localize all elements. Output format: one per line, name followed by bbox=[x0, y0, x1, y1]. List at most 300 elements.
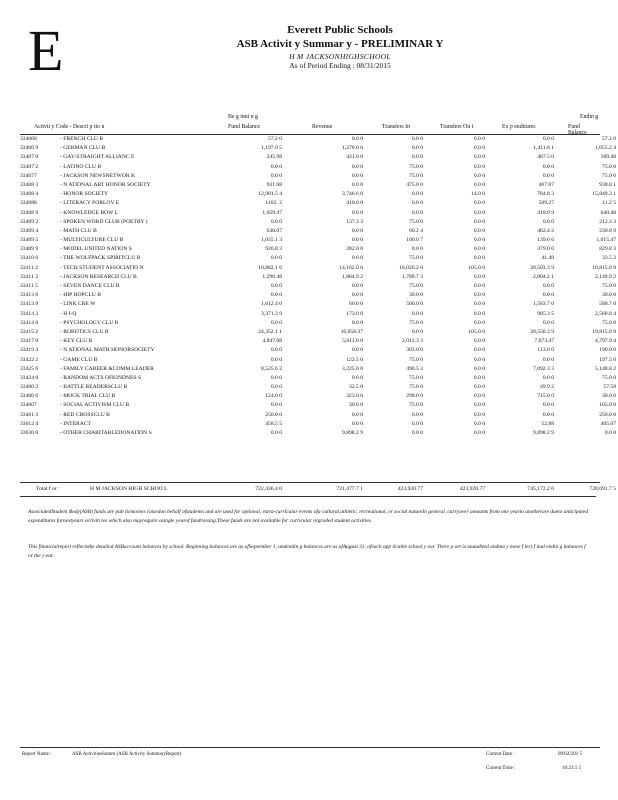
ending-balance: 829.8 3 bbox=[599, 246, 616, 253]
expenditures: 1,411.8 1 bbox=[533, 145, 554, 152]
transfers-out: 0.0 0 bbox=[473, 154, 485, 161]
activity-code: 33414 3 bbox=[20, 310, 39, 317]
transfers-in: 500.0 0 bbox=[406, 301, 423, 308]
col-beginning-2: Fund Balance bbox=[228, 124, 261, 130]
revenue: 323.0 0 bbox=[346, 393, 363, 400]
transfers-in: 75.0 0 bbox=[409, 374, 423, 381]
transfers-out: 0.0 0 bbox=[473, 181, 485, 188]
ending-balance: 105.0 0 bbox=[599, 402, 616, 409]
activity-description: - INTERACT bbox=[60, 420, 91, 427]
activity-description: - HIP HOPCLU B bbox=[60, 292, 101, 299]
transfers-in: 60.2 4 bbox=[409, 227, 423, 234]
activity-code: 334068 bbox=[20, 136, 37, 142]
footer-report-label: Report Name : bbox=[22, 752, 52, 757]
revenue: 14,162.0 0 bbox=[339, 264, 363, 271]
activity-code: 33424 0 bbox=[20, 374, 39, 381]
table-row bbox=[20, 218, 616, 227]
table-row bbox=[20, 310, 616, 319]
transfers-in: 100.0 7 bbox=[406, 237, 423, 244]
transfers-out: 0.0 0 bbox=[473, 163, 485, 170]
transfers-in: 0.0 0 bbox=[411, 191, 423, 198]
beginning-balance: 124.0 0 bbox=[265, 393, 282, 400]
revenue: 431.0 0 bbox=[346, 154, 363, 161]
revenue: 0.0 0 bbox=[351, 209, 363, 216]
activity-code: 33409 2 bbox=[20, 218, 39, 225]
activity-description: - GAME CLU B bbox=[60, 356, 98, 363]
activity-description: - GERMAN CLU B bbox=[60, 145, 106, 152]
activity-code: 33411 5 bbox=[20, 283, 38, 289]
ending-balance: 588.7 0 bbox=[599, 301, 616, 308]
ending-balance: 57.58 bbox=[603, 384, 616, 391]
transfers-out: 0.0 0 bbox=[473, 172, 485, 179]
transfers-out: 0.0 0 bbox=[473, 136, 485, 142]
ending-balance: 10,815.0 9 bbox=[592, 264, 616, 271]
activity-code: 33612 4 bbox=[20, 420, 39, 427]
beginning-balance: 0.0 0 bbox=[270, 384, 282, 391]
beginning-balance: 10,882.1 6 bbox=[258, 264, 282, 271]
transfers-out: 0.0 0 bbox=[473, 393, 485, 400]
transfers-out: 0.0 0 bbox=[473, 246, 485, 253]
ending-balance: 197.5 0 bbox=[599, 356, 616, 363]
total-expenditures: 745,172.2 6 bbox=[527, 486, 554, 492]
revenue: 3,746.6 0 bbox=[342, 191, 363, 198]
activity-code: 334088 bbox=[20, 200, 37, 207]
table-row bbox=[20, 199, 616, 208]
ending-balance: 2,140.9 2 bbox=[595, 273, 616, 280]
total-ending: 728,691.7 5 bbox=[589, 486, 616, 492]
revenue: 0.0 0 bbox=[351, 237, 363, 244]
beginning-balance: 931.68 bbox=[266, 181, 282, 188]
ending-balance: 189.48 bbox=[600, 154, 616, 161]
revenue: 16,058.37 bbox=[340, 328, 363, 335]
transfers-in: 2,013.3 3 bbox=[402, 338, 423, 345]
transfers-out: 0.0 0 bbox=[473, 374, 485, 381]
beginning-balance: 57.2 0 bbox=[268, 136, 282, 142]
footer-rule bbox=[20, 747, 600, 748]
transfers-in: 0.0 0 bbox=[411, 145, 423, 152]
beginning-balance: 1102. 2 bbox=[265, 200, 282, 207]
transfers-in: 0.0 0 bbox=[411, 154, 423, 161]
activity-description: - RANDOM ACTS OFKINDNES S bbox=[60, 374, 142, 381]
table-row bbox=[20, 245, 616, 254]
beginning-balance: 1,197.0 5 bbox=[261, 145, 282, 152]
activity-description: - HONOR SOCIETY bbox=[60, 191, 109, 198]
beginning-balance: 3,371.3 9 bbox=[261, 310, 282, 317]
revenue: 32.5 0 bbox=[349, 384, 363, 391]
transfers-out: 0.0 0 bbox=[473, 283, 485, 289]
ending-balance: 75.0 0 bbox=[602, 283, 616, 289]
col-ending-2: Fund Balance bbox=[568, 124, 587, 136]
ending-balance: 11.2 5 bbox=[602, 200, 616, 207]
ending-balance: 405.67 bbox=[600, 420, 616, 427]
transfers-out: 0.0 0 bbox=[473, 227, 485, 234]
table-row bbox=[20, 365, 616, 374]
activity-description: - KNOWLEDGE BOW L bbox=[60, 209, 119, 216]
table-row bbox=[20, 291, 616, 300]
activity-description: - SOCIAL ACTIVISM CLU B bbox=[60, 402, 130, 409]
expenditures: 0.0 0 bbox=[542, 163, 554, 170]
beginning-balance: 926.8 3 bbox=[265, 246, 282, 253]
expenditures: 0.0 0 bbox=[542, 402, 554, 409]
transfers-out: 0.0 0 bbox=[473, 310, 485, 317]
activity-code: 33460 2 bbox=[20, 384, 39, 391]
revenue: 0.0 0 bbox=[351, 420, 363, 427]
transfers-in: 1,789.7 3 bbox=[402, 273, 423, 280]
expenditures: 715.0 0 bbox=[537, 393, 554, 400]
revenue: 410.0 0 bbox=[346, 200, 363, 207]
revenue: 122.5 0 bbox=[346, 356, 363, 363]
totals-label: Total f or : bbox=[36, 486, 60, 492]
ending-balance: 230.8 9 bbox=[599, 227, 616, 234]
transfers-out: 0.0 0 bbox=[473, 209, 485, 216]
transfers-out: 0.0 0 bbox=[473, 356, 485, 363]
table-row bbox=[20, 337, 616, 346]
activity-description: - TECH STUDENT ASSOCIATIO N bbox=[60, 264, 144, 271]
activity-code: 33415 2 bbox=[20, 328, 39, 335]
col-transfers-out: Transfers Ou t bbox=[440, 124, 474, 130]
table-row bbox=[20, 190, 616, 199]
activity-table bbox=[20, 134, 616, 438]
beginning-balance: 0.0 0 bbox=[270, 163, 282, 170]
revenue: 0.0 0 bbox=[351, 374, 363, 381]
ending-balance: 19,815.0 9 bbox=[592, 328, 616, 335]
beginning-balance: 0.0 0 bbox=[270, 172, 282, 179]
activity-description: - MODEL UNITED NATION S bbox=[60, 246, 132, 253]
totals-divider bbox=[20, 482, 600, 483]
district-name: Everett Public Schools bbox=[287, 24, 393, 36]
activity-description: - SEVEN DANCE CLU B bbox=[60, 283, 120, 289]
activity-code: 33411 3 bbox=[20, 273, 38, 280]
expenditures: 0.0 0 bbox=[542, 136, 554, 142]
revenue: 0.0 0 bbox=[351, 411, 363, 418]
revenue: 0.0 0 bbox=[351, 172, 363, 179]
table-row bbox=[20, 254, 616, 263]
activity-code: 33413 6 bbox=[20, 292, 39, 299]
activity-code: 334607 bbox=[20, 402, 37, 409]
beginning-balance: 0.0 0 bbox=[270, 374, 282, 381]
table-row bbox=[20, 420, 616, 429]
revenue: 173.0 0 bbox=[346, 310, 363, 317]
activity-code: 33407 2 bbox=[20, 163, 39, 170]
table-row bbox=[20, 282, 616, 291]
transfers-out: 0.0 0 bbox=[473, 273, 485, 280]
revenue: 282.0 0 bbox=[346, 246, 363, 253]
table-row bbox=[20, 411, 616, 420]
transfers-out: 0.0 0 bbox=[473, 145, 485, 152]
transfers-in: 75.0 0 bbox=[409, 255, 423, 262]
activity-code: 33407 0 bbox=[20, 154, 39, 161]
expenditures: 0.0 0 bbox=[542, 374, 554, 381]
expenditures: 462.4 2 bbox=[537, 227, 554, 234]
activity-description: - LINK CRE W bbox=[60, 301, 96, 308]
expenditures: 7,092.3 3 bbox=[533, 365, 554, 372]
table-row bbox=[20, 172, 616, 181]
beginning-balance: 0.0 0 bbox=[270, 292, 282, 299]
totals-bottom-rule bbox=[20, 496, 596, 497]
expenditures: 1,583.7 0 bbox=[533, 301, 554, 308]
transfers-in: 0.0 0 bbox=[411, 209, 423, 216]
expenditures: 487.5 0 bbox=[537, 154, 554, 161]
report-header bbox=[190, 24, 490, 70]
ending-balance: 75.0 0 bbox=[602, 172, 616, 179]
table-row bbox=[20, 264, 616, 273]
beginning-balance: 245.98 bbox=[266, 154, 282, 161]
transfers-out: 0.0 0 bbox=[473, 255, 485, 262]
activity-description: - THE WOLFPACK SPIRITCLU B bbox=[60, 255, 141, 262]
table-row bbox=[20, 227, 616, 236]
ending-balance: 30.0 0 bbox=[602, 292, 616, 299]
transfers-out: 0.0 0 bbox=[473, 384, 485, 391]
activity-code: 33419 4 bbox=[20, 347, 39, 354]
table-row bbox=[20, 153, 616, 162]
beginning-balance: 636.07 bbox=[266, 227, 282, 234]
transfers-out: 0.0 0 bbox=[473, 365, 485, 372]
expenditures: 509.27 bbox=[538, 200, 554, 207]
transfers-out: 0.0 0 bbox=[473, 301, 485, 308]
activity-description: - RED CROSSCLU B bbox=[60, 411, 110, 418]
total-transfers-in: 423,920.77 bbox=[397, 486, 423, 492]
revenue: 0.0 0 bbox=[351, 181, 363, 188]
activity-code: 33408 4 bbox=[20, 191, 39, 198]
beginning-balance: 250.0 0 bbox=[265, 411, 282, 418]
report-disclaimer-note: This financialreport reflectsthe detailed ASBaccount balances by school. Beginning balances are as ofSeptember 1, andendin g balances are as ofAugust 31, ofeach app licable school y ear. There p ort is unaudited andma y none f lect f inal endin g balances f or the y ear. bbox=[28, 544, 586, 559]
beginning-balance: 12,901.5 4 bbox=[258, 191, 282, 198]
ending-balance: 75.0 0 bbox=[602, 374, 616, 381]
revenue: 0.0 0 bbox=[351, 136, 363, 142]
asb-funds-note: AssociatedStudent Body(ASB) funds are pub licmonies raisedon behalf ofstudents and are used for optional, extra-curricular events ofa cultural,athletic, recreational, or social natureIn general, carryover amounts from one yearto anotherare dueto anticipated expenditures fornextyears activiti tes which also mayrequire asingle yearof fundraising.These funds are not available for curricular orgraded student activities. bbox=[28, 509, 588, 524]
revenue: 0.0 0 bbox=[351, 163, 363, 170]
beginning-balance: 0.0 0 bbox=[270, 347, 282, 354]
revenue: 0.0 0 bbox=[351, 347, 363, 354]
table-row bbox=[20, 346, 616, 355]
table-row bbox=[20, 374, 616, 383]
expenditures: 0.0 0 bbox=[542, 172, 554, 179]
total-beginning: 722,436.4 0 bbox=[255, 486, 282, 492]
col-activity-code: Activit y Code - Descri p tio n bbox=[34, 124, 105, 130]
revenue: 137.3 3 bbox=[346, 218, 363, 225]
transfers-out: 0.0 0 bbox=[473, 420, 485, 427]
activity-code: 33414 6 bbox=[20, 319, 39, 326]
transfers-out: 0.0 0 bbox=[473, 402, 485, 409]
expenditures: 467.87 bbox=[538, 181, 554, 188]
transfers-out: 105.0 0 bbox=[468, 328, 485, 335]
total-transfers-out: 423,920.77 bbox=[459, 486, 485, 492]
table-row bbox=[20, 163, 616, 172]
activity-description: - SPOKEN WORD CLUB (POETRY ) bbox=[60, 218, 148, 225]
revenue: 9,898.2 9 bbox=[342, 430, 363, 436]
beginning-balance: 0.0 0 bbox=[270, 255, 282, 262]
revenue: 5,611.0 0 bbox=[342, 338, 363, 345]
expenditures: 52.88 bbox=[541, 420, 554, 427]
ending-balance: 640.48 bbox=[600, 209, 616, 216]
expenditures: 784.8 3 bbox=[537, 191, 554, 198]
report-title: ASB Activit y Summar y - PRELIMINAR Y bbox=[236, 37, 444, 50]
expenditures: 0.0 0 bbox=[542, 356, 554, 363]
activity-code: 33422 2 bbox=[20, 356, 39, 363]
table-row bbox=[20, 135, 616, 144]
transfers-out: 0.0 0 bbox=[473, 200, 485, 207]
expenditures: 20,503.3 9 bbox=[530, 264, 554, 271]
expenditures: 139.6 6 bbox=[537, 237, 554, 244]
revenue: 0.0 0 bbox=[351, 319, 363, 326]
activity-code: 33408 9 bbox=[20, 209, 39, 216]
table-row bbox=[20, 328, 616, 337]
transfers-out: 0.0 0 bbox=[473, 218, 485, 225]
activity-description: - FAMILY CAREER &COMM LEADER bbox=[60, 365, 154, 372]
beginning-balance: 0.0 0 bbox=[270, 356, 282, 363]
beginning-balance: 4,847.08 bbox=[262, 338, 282, 345]
transfers-out: 0.0 0 bbox=[473, 319, 485, 326]
expenditures: 0.0 0 bbox=[542, 218, 554, 225]
transfers-out: 105.0 0 bbox=[468, 264, 485, 271]
table-row bbox=[20, 144, 616, 153]
transfers-in: 0.0 0 bbox=[411, 200, 423, 207]
activity-code: 33408 3 bbox=[20, 181, 39, 188]
transfers-out: 0.0 0 bbox=[473, 292, 485, 299]
ending-balance: 212.3 3 bbox=[599, 218, 616, 225]
table-row bbox=[20, 429, 616, 438]
activity-description: - H I-Q bbox=[60, 310, 77, 317]
table-row bbox=[20, 209, 616, 218]
ending-balance: 250.0 0 bbox=[599, 411, 616, 418]
beginning-balance: 0.0 0 bbox=[270, 430, 282, 436]
activity-code: 33406 9 bbox=[20, 145, 39, 152]
activity-code: 33410 6 bbox=[20, 255, 39, 262]
beginning-balance: 1,290.48 bbox=[262, 273, 282, 280]
revenue: 0.0 0 bbox=[351, 227, 363, 234]
beginning-balance: 458.5 5 bbox=[265, 420, 282, 427]
beginning-balance: 8,525.6 2 bbox=[261, 365, 282, 372]
activity-description: - N ATIONAL ART HONOR SOCIETY bbox=[60, 181, 151, 188]
table-row bbox=[20, 356, 616, 365]
ending-balance: 15,849.3 1 bbox=[592, 191, 616, 198]
ending-balance: 75.0 0 bbox=[602, 163, 616, 170]
transfers-out: 0.0 0 bbox=[473, 411, 485, 418]
activity-code: 33409 9 bbox=[20, 246, 39, 253]
transfers-out: 0.0 0 bbox=[473, 237, 485, 244]
transfers-in: 490.5 3 bbox=[406, 365, 423, 372]
transfers-in: 0.0 0 bbox=[411, 310, 423, 317]
activity-description: - MATH CLU B bbox=[60, 227, 97, 234]
activity-code: 33630 0 bbox=[20, 430, 39, 436]
transfers-in: 303.0 0 bbox=[406, 347, 423, 354]
ending-balance: 190.0 0 bbox=[599, 347, 616, 354]
total-revenue: 721,477.7 1 bbox=[336, 486, 363, 492]
footer-time-label: Current Time : bbox=[486, 766, 516, 771]
footer-date-value: 09/02/201 5 bbox=[558, 752, 583, 757]
ending-balance: 2,560.8 4 bbox=[595, 310, 616, 317]
transfers-in: 16,026.2 0 bbox=[399, 264, 423, 271]
revenue: 0.0 0 bbox=[351, 292, 363, 299]
col-ending-1: Endin g bbox=[580, 114, 599, 120]
transfers-in: 75.0 0 bbox=[409, 402, 423, 409]
beginning-balance: 0.0 0 bbox=[270, 319, 282, 326]
expenditures: 0.0 0 bbox=[542, 319, 554, 326]
expenditures: 379.0 0 bbox=[537, 246, 554, 253]
expenditures: 9,898.2 9 bbox=[533, 430, 554, 436]
district-logo-letter: E bbox=[28, 18, 64, 83]
activity-code: 33409 4 bbox=[20, 227, 39, 234]
expenditures: 0.0 0 bbox=[542, 283, 554, 289]
activity-code: 334077 bbox=[20, 172, 37, 179]
revenue: 0.0 0 bbox=[351, 255, 363, 262]
expenditures: 7,673.47 bbox=[534, 338, 554, 345]
footer-time-value: 16:23:1 5 bbox=[562, 766, 582, 771]
table-row bbox=[20, 319, 616, 328]
table-row bbox=[20, 300, 616, 309]
ending-balance: 0.0 0 bbox=[604, 430, 616, 436]
ending-balance: 57.2 0 bbox=[602, 136, 616, 142]
revenue: 1,864.9 2 bbox=[342, 273, 363, 280]
ending-balance: 5,148.8 2 bbox=[595, 365, 616, 372]
transfers-in: 0.0 0 bbox=[411, 328, 423, 335]
activity-code: 33460 6 bbox=[20, 393, 39, 400]
activity-description: - JACKSON RESEARCH CLU B bbox=[60, 273, 137, 280]
table-row bbox=[20, 181, 616, 190]
transfers-in: 0.0 0 bbox=[411, 411, 423, 418]
period-ending: As of Period Ending : 08/31/2015 bbox=[289, 60, 391, 70]
expenditures: 418.9 9 bbox=[537, 209, 554, 216]
activity-code: 33411 2 bbox=[20, 264, 38, 271]
revenue: 1,270.0 0 bbox=[342, 145, 363, 152]
ending-balance: 1,015.47 bbox=[596, 237, 616, 244]
ending-balance: 75.0 0 bbox=[602, 319, 616, 326]
beginning-balance: 24,352.1 1 bbox=[258, 328, 282, 335]
expenditures: 41.48 bbox=[541, 255, 554, 262]
ending-balance: 1,055.2 4 bbox=[595, 145, 616, 152]
table-row bbox=[20, 392, 616, 401]
transfers-in: 75.0 0 bbox=[409, 356, 423, 363]
beginning-balance: 1,612.4 0 bbox=[261, 301, 282, 308]
transfers-in: 75.0 0 bbox=[409, 319, 423, 326]
ending-balance: 30.0 0 bbox=[602, 393, 616, 400]
activity-description: - FRENCH CLU B bbox=[60, 136, 104, 142]
col-beginning-1: Be g inni n g bbox=[228, 114, 258, 120]
activity-code: 33461 3 bbox=[20, 411, 39, 418]
totals-row bbox=[20, 484, 616, 494]
activity-description: - LATINO CLU B bbox=[60, 163, 102, 170]
ending-balance: 4,797.9 4 bbox=[595, 338, 616, 345]
transfers-in: 0.0 0 bbox=[411, 420, 423, 427]
table-row bbox=[20, 273, 616, 282]
transfers-out: 0.0 0 bbox=[473, 338, 485, 345]
table-row bbox=[20, 401, 616, 410]
revenue: 3,225.0 0 bbox=[342, 365, 363, 372]
footer-date-label: Current Date : bbox=[486, 752, 515, 757]
transfers-in: 298.0 0 bbox=[406, 393, 423, 400]
expenditures: 0.0 0 bbox=[542, 411, 554, 418]
transfers-in: 0.0 0 bbox=[411, 136, 423, 142]
school-name: H M JACKSONHIGHSCHOOL bbox=[289, 51, 391, 61]
revenue: 30.0 0 bbox=[349, 402, 363, 409]
activity-description: - MULTICULTURE CLU B bbox=[60, 237, 124, 244]
activity-description: - PSYCHOLOGY CLU B bbox=[60, 319, 119, 326]
revenue: 0.0 0 bbox=[351, 283, 363, 289]
transfers-out: 0.0 0 bbox=[473, 430, 485, 436]
activity-description: - BATTLE READERSCLU B bbox=[60, 384, 128, 391]
table-row bbox=[20, 383, 616, 392]
ending-balance: 33.5 2 bbox=[602, 255, 616, 262]
activity-code: 33425 0 bbox=[20, 365, 39, 372]
activity-code: 33413 9 bbox=[20, 301, 39, 308]
transfers-in: 75.0 0 bbox=[409, 172, 423, 179]
expenditures: 2,804.2 1 bbox=[533, 273, 554, 280]
col-expenditures: Ex p enditures bbox=[502, 124, 536, 130]
footer-report-name: ASB ActivitiesSumm (ASB Activity SummaryReport) bbox=[72, 752, 182, 757]
expenditures: 49.9 2 bbox=[540, 384, 554, 391]
activity-description: - MOCK TRIAL CLU B bbox=[60, 393, 116, 400]
activity-description: - JACKSON NEWSNETWOR K bbox=[60, 172, 136, 179]
